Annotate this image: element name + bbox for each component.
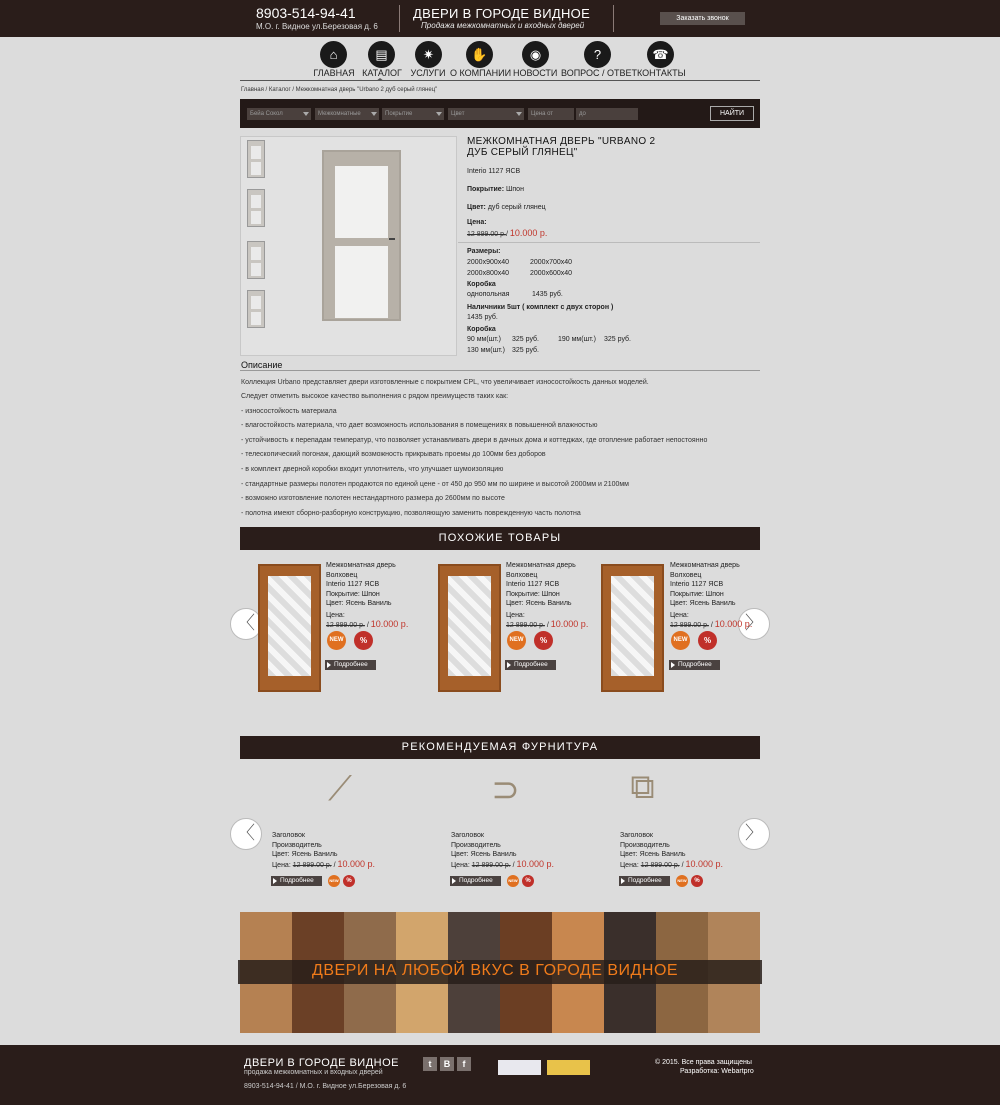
- description-title: Описание: [241, 360, 283, 370]
- gallery-thumb[interactable]: [247, 241, 265, 279]
- product-cover: Покрытие: Шпон: [467, 186, 524, 193]
- carousel-next-button[interactable]: 〉: [738, 818, 770, 850]
- new-badge: NEW: [507, 631, 526, 650]
- description-line: - в комплект дверной коробки входит уплотнитель, что улучшает шумоизоляцию: [241, 466, 504, 473]
- product-card-image[interactable]: [438, 564, 501, 692]
- product-main-image[interactable]: [322, 150, 401, 321]
- door-closer-icon[interactable]: ⟋: [328, 770, 352, 808]
- new-badge: NEW: [507, 875, 519, 887]
- fitting-card-info: Заголовок Производитель Цвет: Ясень Ваниль Цена: 12 899.00 р. / 10.000 р.: [272, 832, 376, 869]
- box-size-price: 325 руб.: [512, 347, 539, 354]
- more-button[interactable]: Подробнее: [450, 876, 501, 886]
- more-button[interactable]: Подробнее: [619, 876, 670, 886]
- size-option: 2000х600х40: [530, 270, 573, 277]
- product-color: Цвет: дуб серый глянец: [467, 204, 546, 211]
- description-line: Коллекция Urbano представляет двери изготовленные с покрытием CPL, что увеличивает износостойкость данных моделей.: [241, 379, 649, 386]
- box-type: однопольная: [467, 291, 510, 298]
- similar-section-title: ПОХОЖИЕ ТОВАРЫ: [240, 527, 760, 550]
- handshake-icon: ✋: [466, 41, 493, 68]
- header-address: М.О. г. Видное ул.Березовая д. 6: [256, 22, 378, 31]
- sale-badge: %: [522, 875, 534, 887]
- sale-badge: %: [698, 631, 717, 650]
- copyright: © 2015. Все права защищены: [655, 1059, 752, 1066]
- divider: [399, 5, 400, 32]
- nav-item-contacts[interactable]: ☎ КОНТАКТЫ: [637, 41, 685, 81]
- product-card-image[interactable]: [258, 564, 321, 692]
- header-phone[interactable]: 8903-514-94-41: [256, 5, 356, 21]
- find-button[interactable]: НАЙТИ: [710, 106, 754, 121]
- casing-label: Наличники 5шт ( комплект с двух сторон ): [467, 304, 614, 311]
- new-badge: NEW: [327, 631, 346, 650]
- box-label: Коробка: [467, 281, 496, 288]
- box-size-price: 325 руб.: [512, 336, 539, 343]
- carousel-prev-button[interactable]: 〈: [230, 818, 262, 850]
- fitting-card-info: Заголовок Производитель Цвет: Ясень Ваниль Цена: 12 899.00 р. / 10.000 р.: [620, 832, 724, 869]
- facebook-icon[interactable]: f: [457, 1057, 471, 1071]
- product-price: 12 899.00 р./ 10.000 р.: [467, 228, 548, 238]
- site-title[interactable]: ДВЕРИ В ГОРОДЕ ВИДНОЕ: [413, 6, 591, 21]
- new-badge: NEW: [671, 631, 690, 650]
- divider: [613, 5, 614, 32]
- filter-cover-select[interactable]: Покрытие: [382, 108, 444, 120]
- size-option: 2000х700х40: [530, 259, 573, 266]
- footer-tagline: продажа межкомнатных и входных дверей: [244, 1069, 383, 1076]
- product-title: МЕЖКОМНАТНАЯ ДВЕРЬ "URBANO 2 ДУБ СЕРЫЙ ГЛЯНЕЦ": [467, 136, 656, 158]
- nav-item-news[interactable]: ◉ НОВОСТИ: [513, 41, 557, 81]
- nav-active-marker: [376, 78, 384, 81]
- description-line: - полотна имеют сборно-разборную конструкцию, позволяющую заменить поврежденную часть полотна: [241, 510, 581, 517]
- description-line: Следует отметить высокое качество выполнения с рядом преимуществ таких как:: [241, 393, 509, 400]
- box-size: 130 мм(шт.): [467, 347, 505, 354]
- new-badge: NEW: [328, 875, 340, 887]
- tumblr-icon[interactable]: t: [423, 1057, 437, 1071]
- footer-brand[interactable]: ДВЕРИ В ГОРОДЕ ВИДНОЕ: [244, 1057, 399, 1069]
- main-nav: [313, 41, 688, 81]
- nav-item-about[interactable]: ✋ О КОМПАНИИ: [450, 41, 509, 81]
- home-icon: ⌂: [320, 41, 347, 68]
- chevron-down-icon: [516, 112, 522, 116]
- size-option: 2000х800х40: [467, 270, 510, 277]
- product-card-image[interactable]: [601, 564, 664, 692]
- product-card-info: Межкомнатная дверь Волховец Interio 1127 ЯСВ Покрытие: Шпон Цвет: Ясень Ваниль Цена: 12 899.00 р. / 10.000 р.: [670, 562, 753, 629]
- fittings-section-title: РЕКОМЕНДУЕМАЯ ФУРНИТУРА: [240, 736, 760, 759]
- sale-badge: %: [343, 875, 355, 887]
- breadcrumb[interactable]: Главная / Каталог / Межкомнатная дверь "Urbano 2 дуб серый глянец": [241, 87, 438, 93]
- sale-badge: %: [691, 875, 703, 887]
- footer: [0, 1045, 1000, 1105]
- sizes-label: Размеры:: [467, 248, 501, 255]
- more-button[interactable]: Подробнее: [271, 876, 322, 886]
- carousel-prev-button[interactable]: 〈: [230, 608, 262, 640]
- divider: [458, 242, 760, 243]
- nav-item-catalog[interactable]: ▤ КАТАЛОГ: [361, 41, 403, 81]
- nav-underline: [240, 80, 760, 81]
- developer-link[interactable]: Разработка: Webartpro: [680, 1068, 754, 1075]
- contact-icon: ☎: [647, 41, 674, 68]
- product-card-info: Межкомнатная дверь Волховец Interio 1127 ЯСВ Покрытие: Шпон Цвет: Ясень Ваниль Цена: 12 899.00 р. / 10.000 р.: [506, 562, 589, 629]
- fitting-card-info: Заголовок Производитель Цвет: Ясень Ваниль Цена: 12 899.00 р. / 10.000 р.: [451, 832, 555, 869]
- nav-item-services[interactable]: ✷ УСЛУГИ: [409, 41, 447, 81]
- gallery-thumb[interactable]: [247, 140, 265, 178]
- box-size: 90 мм(шт.): [467, 336, 502, 343]
- casing-price: 1435 руб.: [467, 314, 498, 321]
- nav-item-home[interactable]: ⌂ ГЛАВНАЯ: [313, 41, 355, 81]
- filter-brand-select[interactable]: Бейа Сокол: [247, 108, 311, 120]
- gallery-thumb[interactable]: [247, 290, 265, 328]
- bulb-icon: ✷: [415, 41, 442, 68]
- chevron-down-icon: [303, 112, 309, 116]
- price-to-input[interactable]: до: [576, 108, 638, 120]
- box-size-price: 325 руб.: [604, 336, 631, 343]
- box-label: Коробка: [467, 326, 496, 333]
- rss-icon: ◉: [522, 41, 549, 68]
- description-line: - устойчивость к перепадам температур, что позволяет устанавливать двери в дачных дома и коттеджах, где отопление работает непостоянно: [241, 437, 708, 444]
- footer-contacts: 8903-514-94-41 / М.О. г. Видное ул.Березовая д. 6: [244, 1083, 407, 1090]
- question-icon: ?: [584, 41, 611, 68]
- price-from-input[interactable]: Цена от: [528, 108, 574, 120]
- gallery-thumb[interactable]: [247, 189, 265, 227]
- site-tagline: Продажа межкомнатных и входных дверей: [421, 21, 585, 30]
- hinge-icon[interactable]: ⧉: [630, 768, 655, 806]
- box-price: 1435 руб.: [532, 291, 563, 298]
- description-line: - возможно изготовление полотен нестандартного размера до 2600мм по высоте: [241, 495, 505, 502]
- vk-icon[interactable]: B: [440, 1057, 454, 1071]
- description-line: - износостойкость материала: [241, 408, 337, 415]
- description-line: - телескопический погонаж, дающий возможность прикрывать проемы до 100мм без доборов: [241, 451, 546, 458]
- rating-icon[interactable]: [547, 1060, 590, 1075]
- more-button[interactable]: Подробнее: [325, 660, 376, 670]
- filter-type-select[interactable]: Межкомнатные: [315, 108, 379, 120]
- product-code: Interio 1127 ЯСВ: [467, 168, 521, 175]
- divider: [240, 370, 760, 371]
- chevron-down-icon: [436, 112, 442, 116]
- description-line: - влагостойкость материала, что дает возможность использования в помещениях в повышенной влажностью: [241, 422, 598, 429]
- new-badge: NEW: [676, 875, 688, 887]
- description-line: - стандартные размеры полотен продаются по единой цене - от 450 до 950 мм по ширине и высотой 2000мм и 2100мм: [241, 481, 629, 488]
- size-option: 2000х900х40: [467, 259, 510, 266]
- counter-icon[interactable]: [498, 1060, 541, 1075]
- filter-color-select[interactable]: Цвет: [448, 108, 524, 120]
- chevron-down-icon: [371, 112, 377, 116]
- nav-item-faq[interactable]: ? ВОПРОС / ОТВЕТ: [561, 41, 633, 81]
- banner-text: ДВЕРИ НА ЛЮБОЙ ВКУС В ГОРОДЕ ВИДНОЕ: [312, 962, 679, 979]
- price-label: Цена:: [467, 219, 487, 226]
- book-icon: ▤: [368, 41, 395, 68]
- sale-badge: %: [354, 631, 373, 650]
- sale-badge: %: [534, 631, 553, 650]
- box-size: 190 мм(шт.): [558, 336, 596, 343]
- more-button[interactable]: Подробнее: [669, 660, 720, 670]
- product-card-info: Межкомнатная дверь Волховец Interio 1127 ЯСВ Покрытие: Шпон Цвет: Ясень Ваниль Цена: 12 899.00 р. / 10.000 р.: [326, 562, 409, 629]
- callback-button[interactable]: Заказать звонок: [660, 12, 745, 25]
- more-button[interactable]: Подробнее: [505, 660, 556, 670]
- carousel-next-button[interactable]: 〉: [738, 608, 770, 640]
- door-handle-icon[interactable]: ⊃: [491, 771, 520, 809]
